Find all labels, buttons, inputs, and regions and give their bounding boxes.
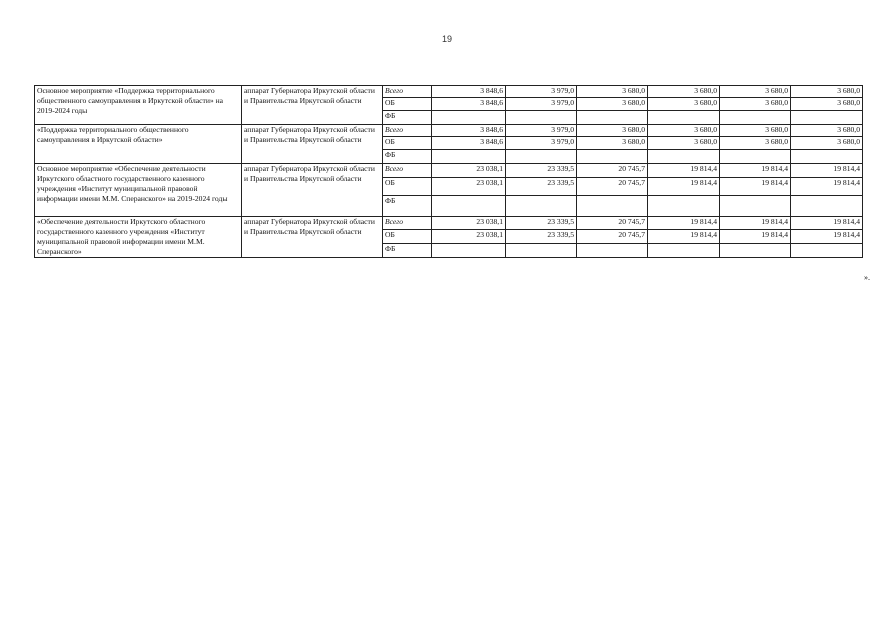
funding-source-cell: Всего bbox=[383, 164, 432, 178]
amount-cell: 3 680,0 bbox=[791, 86, 863, 98]
amount-cell: 19 814,4 bbox=[648, 230, 720, 244]
page-number: 19 bbox=[441, 34, 452, 44]
amount-cell: 19 814,4 bbox=[791, 178, 863, 196]
budget-table bbox=[34, 85, 863, 258]
amount-cell bbox=[648, 150, 720, 164]
amount-cell: 3 680,0 bbox=[791, 125, 863, 137]
amount-cell: 3 979,0 bbox=[506, 125, 577, 137]
amount-cell: 20 745,7 bbox=[577, 217, 648, 230]
amount-cell bbox=[720, 244, 791, 258]
amount-cell bbox=[432, 111, 506, 125]
funding-source-cell: ФБ bbox=[383, 244, 432, 258]
amount-cell: 3 680,0 bbox=[720, 98, 791, 111]
amount-cell bbox=[648, 111, 720, 125]
amount-cell bbox=[577, 111, 648, 125]
amount-cell: 20 745,7 bbox=[577, 164, 648, 178]
amount-cell: 3 848,6 bbox=[432, 98, 506, 111]
amount-cell bbox=[577, 150, 648, 164]
amount-cell: 19 814,4 bbox=[648, 164, 720, 178]
closing-quote: ». bbox=[864, 273, 870, 282]
amount-cell: 19 814,4 bbox=[648, 217, 720, 230]
funding-source-cell: ФБ bbox=[383, 150, 432, 164]
amount-cell: 19 814,4 bbox=[720, 164, 791, 178]
amount-cell: 19 814,4 bbox=[720, 217, 791, 230]
funding-source-cell: ФБ bbox=[383, 196, 432, 217]
funding-source-cell: ФБ bbox=[383, 111, 432, 125]
amount-cell bbox=[648, 244, 720, 258]
amount-cell: 19 814,4 bbox=[791, 217, 863, 230]
funding-source-cell: Всего bbox=[383, 125, 432, 137]
amount-cell bbox=[720, 150, 791, 164]
amount-cell: 19 814,4 bbox=[791, 164, 863, 178]
amount-cell: 20 745,7 bbox=[577, 178, 648, 196]
amount-cell: 3 680,0 bbox=[720, 137, 791, 150]
amount-cell: 23 038,1 bbox=[432, 230, 506, 244]
amount-cell: 3 680,0 bbox=[648, 86, 720, 98]
activity-name-cell: «Обеспечение деятельности Иркутского областного государственного казенного учреждения «Институт муниципальной правовой информации имени М.М. Сперанского» bbox=[35, 217, 242, 258]
executor-cell: аппарат Губернатора Иркутской области и Правительства Иркутской области bbox=[242, 125, 383, 164]
amount-cell: 3 680,0 bbox=[720, 86, 791, 98]
funding-source-cell: ОБ bbox=[383, 230, 432, 244]
amount-cell bbox=[506, 150, 577, 164]
funding-source-cell: Всего bbox=[383, 86, 432, 98]
amount-cell: 23 339,5 bbox=[506, 164, 577, 178]
amount-cell bbox=[720, 196, 791, 217]
amount-cell: 3 680,0 bbox=[648, 125, 720, 137]
executor-cell: аппарат Губернатора Иркутской области и Правительства Иркутской области bbox=[242, 164, 383, 217]
amount-cell bbox=[506, 196, 577, 217]
executor-cell: аппарат Губернатора Иркутской области и Правительства Иркутской области bbox=[242, 217, 383, 258]
amount-cell: 3 680,0 bbox=[791, 137, 863, 150]
amount-cell: 19 814,4 bbox=[720, 230, 791, 244]
activity-name-cell: «Поддержка территориального общественного самоуправления в Иркутской области» bbox=[35, 125, 242, 164]
funding-source-cell: ОБ bbox=[383, 137, 432, 150]
amount-cell: 23 038,1 bbox=[432, 217, 506, 230]
amount-cell: 19 814,4 bbox=[720, 178, 791, 196]
amount-cell: 3 680,0 bbox=[577, 125, 648, 137]
amount-cell bbox=[506, 244, 577, 258]
table-row bbox=[35, 125, 863, 137]
amount-cell: 3 979,0 bbox=[506, 86, 577, 98]
amount-cell: 3 680,0 bbox=[791, 98, 863, 111]
activity-name-cell: Основное мероприятие «Обеспечение деятельности Иркутского областного государственного казенного учреждения «Институт муниципальной правовой информации имени М.М. Сперанского» на 2019-2024 годы bbox=[35, 164, 242, 217]
funding-source-cell: ОБ bbox=[383, 178, 432, 196]
amount-cell: 3 848,6 bbox=[432, 125, 506, 137]
executor-cell: аппарат Губернатора Иркутской области и Правительства Иркутской области bbox=[242, 86, 383, 125]
amount-cell: 3 680,0 bbox=[720, 125, 791, 137]
amount-cell bbox=[506, 111, 577, 125]
amount-cell: 20 745,7 bbox=[577, 230, 648, 244]
amount-cell: 23 339,5 bbox=[506, 217, 577, 230]
amount-cell: 23 038,1 bbox=[432, 178, 506, 196]
table-row bbox=[35, 217, 863, 230]
activity-name-cell: Основное мероприятие «Поддержка территориального общественного самоуправления в Иркутской области» на 2019-2024 годы bbox=[35, 86, 242, 125]
amount-cell bbox=[577, 244, 648, 258]
amount-cell: 3 848,6 bbox=[432, 137, 506, 150]
amount-cell: 3 848,6 bbox=[432, 86, 506, 98]
table-row bbox=[35, 164, 863, 178]
amount-cell bbox=[791, 111, 863, 125]
amount-cell bbox=[720, 111, 791, 125]
funding-source-cell: ОБ bbox=[383, 98, 432, 111]
amount-cell bbox=[432, 150, 506, 164]
amount-cell: 3 979,0 bbox=[506, 98, 577, 111]
amount-cell bbox=[791, 244, 863, 258]
amount-cell: 23 339,5 bbox=[506, 230, 577, 244]
table-row bbox=[35, 86, 863, 98]
amount-cell: 3 680,0 bbox=[577, 86, 648, 98]
funding-source-cell: Всего bbox=[383, 217, 432, 230]
amount-cell bbox=[791, 150, 863, 164]
amount-cell: 3 680,0 bbox=[577, 98, 648, 111]
amount-cell: 19 814,4 bbox=[791, 230, 863, 244]
amount-cell: 3 680,0 bbox=[577, 137, 648, 150]
amount-cell: 3 979,0 bbox=[506, 137, 577, 150]
amount-cell bbox=[577, 196, 648, 217]
amount-cell: 3 680,0 bbox=[648, 137, 720, 150]
amount-cell bbox=[432, 244, 506, 258]
amount-cell: 3 680,0 bbox=[648, 98, 720, 111]
amount-cell: 19 814,4 bbox=[648, 178, 720, 196]
amount-cell bbox=[648, 196, 720, 217]
amount-cell: 23 038,1 bbox=[432, 164, 506, 178]
amount-cell: 23 339,5 bbox=[506, 178, 577, 196]
amount-cell bbox=[791, 196, 863, 217]
amount-cell bbox=[432, 196, 506, 217]
